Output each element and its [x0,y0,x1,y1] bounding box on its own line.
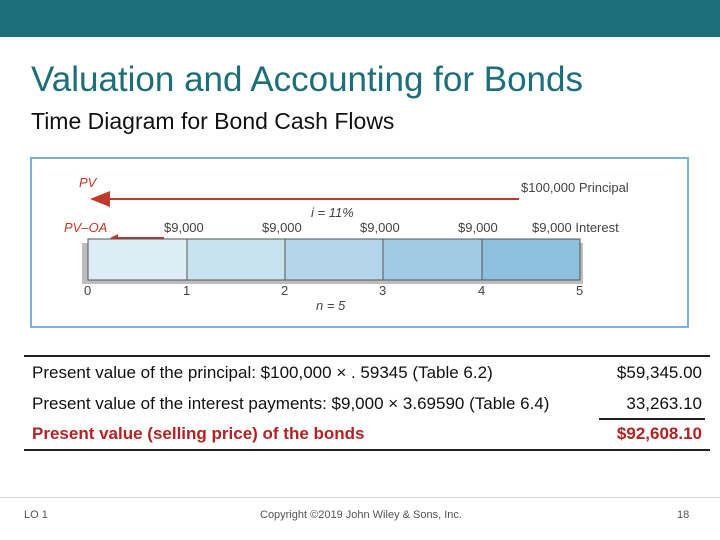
period-label-0: 0 [84,283,92,298]
row-label: Present value of the interest payments: $9,000 × 3.69590 (Table 6.4) [32,394,550,413]
page-subtitle: Time Diagram for Bond Cash Flows [31,108,395,134]
time-segment-5 [482,239,580,280]
footer-divider [0,497,720,498]
interest-amount-2: $9,000 [262,220,302,235]
table-top-rule [24,355,710,357]
principal-label: $100,000 Principal [521,180,629,195]
period-label-3: 3 [379,283,387,298]
table-row [32,394,702,416]
rate-label: i = 11% [311,205,354,220]
interest-amount-3: $9,000 [360,220,400,235]
row-amount: $59,345.00 [616,363,702,382]
footer-lo: LO 1 [24,509,48,521]
total-label: Present value (selling price) of the bonds [32,424,365,443]
period-label-1: 1 [183,283,191,298]
interest-last-label: $9,000 Interest [532,220,619,235]
row-label: Present value of the principal: $100,000 × . 59345 (Table 6.2) [32,363,493,382]
time-segment-2 [187,239,285,280]
interest-amount-4: $9,000 [458,220,498,235]
period-label-5: 5 [576,283,584,298]
table-bottom-rule [24,449,710,451]
time-segment-1 [88,239,187,280]
n-label: n = 5 [316,298,346,313]
page-number: 18 [677,509,690,521]
header-bar [0,0,720,37]
footer-copyright: Copyright ©2019 John Wiley & Sons, Inc. [260,509,462,521]
row-amount: 33,263.10 [626,394,702,413]
time-segment-4 [383,239,482,280]
pvoa-label: PV–OA [64,220,108,235]
table-total-row [32,424,702,446]
table-row [32,363,702,385]
total-amount: $92,608.10 [616,424,702,443]
subtotal-rule [599,418,705,420]
time-segment-3 [285,239,383,280]
pv-label: PV [79,175,97,190]
page-title: Valuation and Accounting for Bonds [31,60,583,99]
time-diagram-svg [32,159,687,326]
interest-amount-1: $9,000 [164,220,204,235]
period-label-2: 2 [281,283,289,298]
period-label-4: 4 [478,283,486,298]
time-diagram [30,157,689,328]
